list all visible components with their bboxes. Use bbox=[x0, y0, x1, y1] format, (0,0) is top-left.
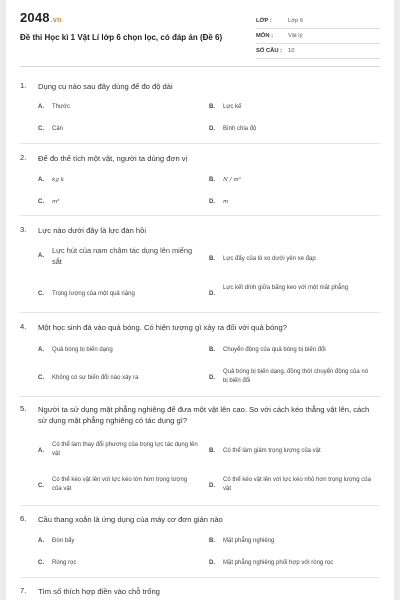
option-text: Có thể kéo vật lên với lực kéo nhỏ hơn trọng lượng của vật bbox=[223, 477, 371, 492]
option-text: Mặt phẳng nghiêng bbox=[223, 538, 275, 544]
question-divider bbox=[20, 312, 380, 313]
option-text: Thước bbox=[52, 104, 70, 110]
option-text: m³ bbox=[52, 199, 60, 205]
question-number: 5. bbox=[20, 404, 27, 413]
option-text: Có thể kéo vật lên với lực kéo lớn hơn trọng lượng của vật bbox=[52, 477, 188, 492]
option-letter: A. bbox=[38, 104, 44, 110]
meta-key: LỚP : bbox=[256, 18, 272, 24]
exam-meta-table bbox=[256, 14, 380, 59]
question-text: Dụng cụ nào sau đây dùng để đo độ dài bbox=[38, 82, 173, 91]
option-text: Lực kết dính giữa băng keo với một mặt phẳng bbox=[223, 285, 349, 291]
question-number: 2. bbox=[20, 153, 27, 162]
meta-key: MÔN : bbox=[256, 33, 274, 39]
option-text: Chuyển động của quả bóng bị biến đổi bbox=[223, 347, 326, 353]
option-letter: B. bbox=[209, 448, 215, 454]
option-text: Quả bóng bị biến dạng bbox=[52, 347, 113, 353]
question-divider bbox=[20, 215, 380, 216]
question-number: 4. bbox=[20, 322, 27, 331]
option-letter: D. bbox=[209, 199, 215, 205]
option-letter: A. bbox=[38, 253, 44, 259]
question-number: 6. bbox=[20, 514, 27, 523]
option-text: Không có sự biến đổi nào xảy ra bbox=[52, 375, 139, 381]
option-letter: B. bbox=[209, 347, 215, 353]
option-text: Đòn bẩy bbox=[52, 538, 75, 544]
question-divider bbox=[20, 505, 380, 506]
meta-row-subject bbox=[256, 29, 380, 44]
option-letter: D. bbox=[209, 375, 215, 381]
option-letter: D. bbox=[209, 291, 215, 297]
option-text: Có thể làm thay đổi phương của trọng lực tác dụng lên vật bbox=[52, 442, 198, 457]
option-letter: C. bbox=[38, 375, 44, 381]
option-text: kg k bbox=[52, 177, 65, 183]
question-divider bbox=[20, 577, 380, 578]
option-text: Có thể làm giảm trọng lượng của vật bbox=[223, 448, 321, 454]
question-text: Cầu thang xoắn là ứng dụng của máy cơ đơn giản nào bbox=[38, 515, 223, 524]
option-letter: A. bbox=[38, 538, 44, 544]
question-text: Tìm số thích hợp điền vào chỗ trống bbox=[38, 587, 160, 596]
question-number: 3. bbox=[20, 225, 27, 234]
question-text: Một học sinh đá vào quả bóng. Có hiện tượng gì xảy ra đối với quả bóng? bbox=[38, 323, 287, 332]
site-logo[interactable] bbox=[20, 10, 61, 25]
option-text: Lực hút của nam châm tác dụng lên miếng sắt bbox=[52, 246, 193, 266]
option-letter: D. bbox=[209, 560, 215, 566]
option-text: Mặt phẳng nghiêng phối hợp với ròng rọc bbox=[223, 560, 334, 566]
option-text: Quả bóng bị biến dạng, đồng thời chuyển động của nó bị biến đổi bbox=[223, 369, 369, 384]
option-text: Lực đẩy của lò xo dưới yên xe đạp bbox=[223, 256, 316, 262]
meta-value: 10 bbox=[288, 48, 295, 54]
meta-value: Vật lý bbox=[288, 33, 303, 39]
option-letter: C. bbox=[38, 291, 44, 297]
option-letter: C. bbox=[38, 483, 44, 489]
question-divider bbox=[20, 143, 380, 144]
logo-text: 2048 bbox=[20, 10, 50, 25]
meta-value: Lớp 6 bbox=[288, 18, 304, 24]
question-number: 7. bbox=[20, 586, 27, 595]
page-header bbox=[20, 0, 380, 64]
option-letter: A. bbox=[38, 347, 44, 353]
option-text: Ròng rọc bbox=[52, 560, 77, 566]
option-text: Trọng lượng của một quả nặng bbox=[52, 291, 135, 297]
option-letter: C. bbox=[38, 560, 44, 566]
option-letter: D. bbox=[209, 126, 215, 132]
question-text: Người ta sử dụng mặt phẳng nghiêng để đưa một vật lên cao. So với cách kéo thẳng vật lên, cách sử dụng mặt phẳng nghiêng có tác dụng gì? bbox=[38, 405, 370, 425]
option-letter: A. bbox=[38, 448, 44, 454]
logo-suffix: .vn bbox=[50, 17, 62, 24]
page-title: Đề thi Học kì 1 Vật Lí lớp 6 chọn lọc, có đáp án (Đề 6) bbox=[20, 33, 223, 42]
option-letter: B. bbox=[209, 177, 215, 183]
option-letter: B. bbox=[209, 256, 215, 262]
question-divider bbox=[20, 396, 380, 397]
question-text: Lực nào dưới đây là lực đàn hồi bbox=[38, 226, 147, 235]
option-letter: C. bbox=[38, 126, 44, 132]
option-text: m bbox=[223, 199, 229, 205]
meta-key: SỐ CÂU : bbox=[256, 48, 283, 54]
option-text: Cân bbox=[52, 126, 64, 132]
question-number: 1. bbox=[20, 81, 27, 90]
option-text: Lực kế bbox=[223, 104, 242, 110]
header-divider bbox=[20, 66, 380, 67]
option-letter: D. bbox=[209, 483, 215, 489]
question-text: Để đo thể tích một vật, người ta dùng đơn vị bbox=[38, 154, 188, 163]
option-letter: A. bbox=[38, 177, 44, 183]
meta-row-class bbox=[256, 14, 380, 29]
option-text: N / m³ bbox=[223, 177, 241, 183]
option-letter: B. bbox=[209, 538, 215, 544]
option-letter: B. bbox=[209, 104, 215, 110]
meta-row-count bbox=[256, 44, 380, 59]
option-letter: C. bbox=[38, 199, 44, 205]
option-text: Bình chia độ bbox=[223, 126, 257, 132]
